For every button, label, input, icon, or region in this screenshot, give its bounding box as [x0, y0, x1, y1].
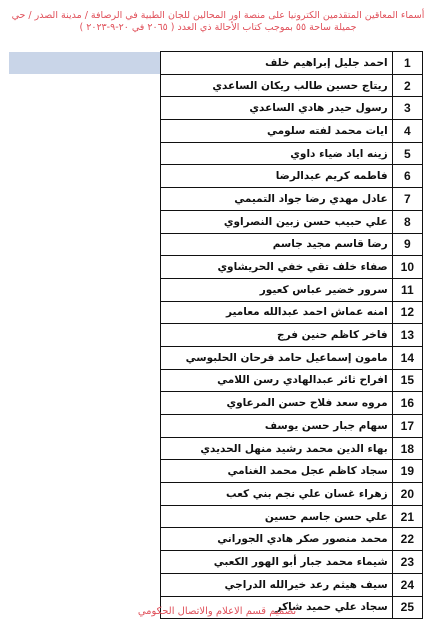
row-spacer	[9, 437, 161, 460]
table-row	[9, 415, 423, 438]
header-line-1: أسماء المعاقين المتقدمين الكترونيا على منصة اور المحالين للجان الطبية في الرصافة / مدينة الصدر / حي	[11, 10, 425, 21]
row-number: 13	[392, 324, 422, 347]
row-name: زهراء غسان علي نجم بني كعب	[160, 483, 392, 506]
row-number: 4	[392, 120, 422, 143]
row-number: 20	[392, 483, 422, 506]
table-row	[9, 301, 423, 324]
row-spacer	[9, 188, 161, 211]
table-row	[9, 233, 423, 256]
row-name: محمد منصور صكر هادي الجوراني	[160, 528, 392, 551]
row-spacer	[9, 346, 161, 369]
row-number: 18	[392, 437, 422, 460]
row-spacer	[9, 278, 161, 301]
row-spacer	[9, 460, 161, 483]
row-name: فاخر كاظم حنين فرج	[160, 324, 392, 347]
row-number: 15	[392, 369, 422, 392]
row-name: بهاء الدين محمد رشيد منهل الحديدي	[160, 437, 392, 460]
row-name: سجاد علي حميد شاكر	[160, 596, 392, 619]
table-row	[9, 278, 423, 301]
row-number: 12	[392, 301, 422, 324]
table-row	[9, 460, 423, 483]
row-number: 23	[392, 551, 422, 574]
row-spacer	[9, 483, 161, 506]
row-name: سهام جبار حسن يوسف	[160, 415, 392, 438]
row-spacer	[9, 74, 161, 97]
row-spacer	[9, 573, 161, 596]
table-row	[9, 120, 423, 143]
row-number: 9	[392, 233, 422, 256]
row-name: افراح ثائر عبدالهادي رسن اللامي	[160, 369, 392, 392]
table-row	[9, 528, 423, 551]
row-number: 5	[392, 142, 422, 165]
table-row	[9, 392, 423, 415]
row-name: علي حبيب حسن زبين النصراوي	[160, 210, 392, 233]
names-table	[8, 51, 423, 619]
row-number: 16	[392, 392, 422, 415]
table-row	[9, 505, 423, 528]
row-name: زينه اياد ضياء داوي	[160, 142, 392, 165]
row-name: ايات محمد لفته سلومي	[160, 120, 392, 143]
header-line-2: جميلة ساحة ٥٥ بموجب كتاب الأحالة ذي العدد ( ٢٠٦٥ في ٢٠-٩-٢٠٢٣ )	[79, 22, 357, 33]
row-number: 1	[392, 52, 422, 75]
row-number: 25	[392, 596, 422, 619]
row-number: 19	[392, 460, 422, 483]
table-row	[9, 483, 423, 506]
row-number: 11	[392, 278, 422, 301]
table-row	[9, 165, 423, 188]
row-number: 7	[392, 188, 422, 211]
row-spacer	[9, 505, 161, 528]
table-row	[9, 142, 423, 165]
table-row	[9, 324, 423, 347]
table-row	[9, 437, 423, 460]
row-spacer	[9, 324, 161, 347]
row-name: سجاد كاظم عجل محمد الغنامي	[160, 460, 392, 483]
row-spacer	[9, 256, 161, 279]
row-spacer	[9, 142, 161, 165]
table-row	[9, 188, 423, 211]
document-header	[8, 10, 428, 34]
row-name: امنه عماش احمد عبدالله معامير	[160, 301, 392, 324]
row-number: 24	[392, 573, 422, 596]
row-spacer	[9, 415, 161, 438]
row-highlight	[9, 52, 161, 75]
footer-credit: تصميم قسم الاعلام والاتصال الحكومي	[137, 606, 297, 617]
row-spacer	[9, 210, 161, 233]
row-spacer	[9, 528, 161, 551]
row-number: 22	[392, 528, 422, 551]
row-name: سرور خضير عباس كعيور	[160, 278, 392, 301]
row-spacer	[9, 97, 161, 120]
row-spacer	[9, 551, 161, 574]
row-name: رضا قاسم مجيد جاسم	[160, 233, 392, 256]
row-spacer	[9, 120, 161, 143]
table-row	[9, 346, 423, 369]
row-number: 6	[392, 165, 422, 188]
row-number: 14	[392, 346, 422, 369]
row-spacer	[9, 392, 161, 415]
table-row	[9, 369, 423, 392]
row-name: مروه سعد فلاح حسن المرعاوي	[160, 392, 392, 415]
row-name: علي حسن جاسم حسين	[160, 505, 392, 528]
row-name: رسول حيدر هادي الساعدي	[160, 97, 392, 120]
row-number: 2	[392, 74, 422, 97]
table-row	[9, 97, 423, 120]
row-name: صفاء خلف تقي خفي الحريشاوي	[160, 256, 392, 279]
table-row	[9, 210, 423, 233]
row-name: سيف هيثم رعد خيرالله الدراجي	[160, 573, 392, 596]
row-number: 17	[392, 415, 422, 438]
row-name: فاطمه كريم عبدالرضا	[160, 165, 392, 188]
table-row	[9, 52, 423, 75]
row-spacer	[9, 165, 161, 188]
row-name: احمد جليل إبراهيم خلف	[160, 52, 392, 75]
row-number: 10	[392, 256, 422, 279]
table-row	[9, 74, 423, 97]
row-name: مامون إسماعيل حامد فرحان الحلبوسي	[160, 346, 392, 369]
row-spacer	[9, 233, 161, 256]
row-spacer	[9, 301, 161, 324]
row-spacer	[9, 369, 161, 392]
names-table-body	[9, 52, 423, 619]
table-row	[9, 573, 423, 596]
table-row	[9, 256, 423, 279]
row-number: 21	[392, 505, 422, 528]
row-name: شيماء محمد جبار أبو الهور الكعبي	[160, 551, 392, 574]
row-number: 8	[392, 210, 422, 233]
row-number: 3	[392, 97, 422, 120]
row-name: ريتاج حسين طالب ريكان الساعدي	[160, 74, 392, 97]
row-name: عادل مهدي رضا جواد التميمي	[160, 188, 392, 211]
table-row	[9, 551, 423, 574]
